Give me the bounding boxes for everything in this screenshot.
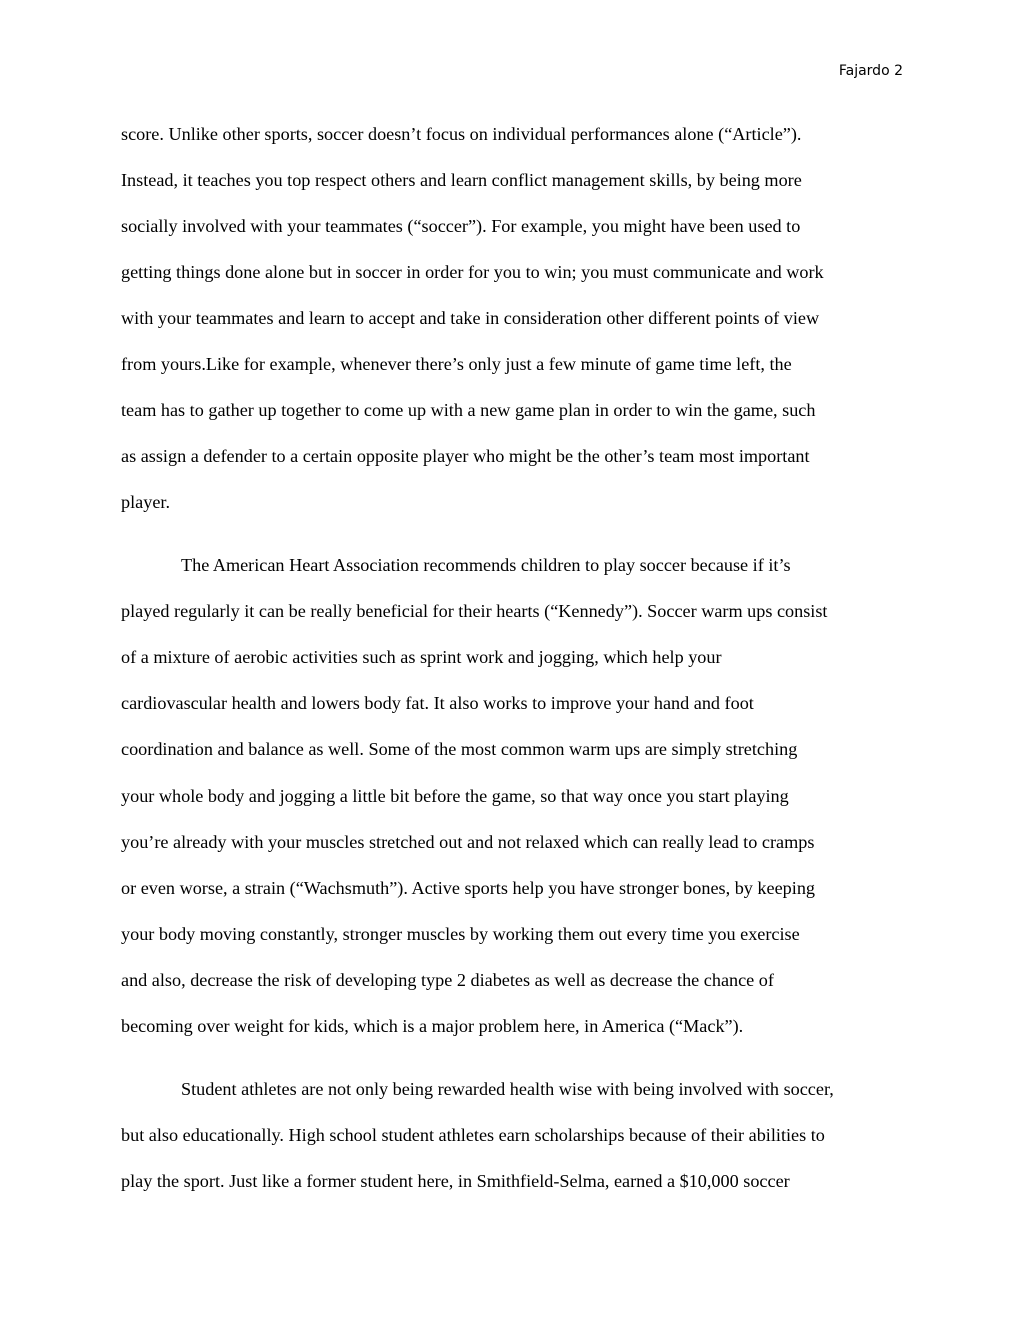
paragraph-2-line-8: or even worse, a strain (“Wachsmuth”). Active sports help you have stronger bones, by keeping — [121, 878, 816, 898]
paragraph-2-line-5: coordination and balance as well. Some of the most common warm ups are simply stretching — [121, 739, 798, 759]
paragraph-3-line-3: play the sport. Just like a former student here, in Smithfield-Selma, earned a $10,000 soccer — [121, 1171, 790, 1191]
paragraph-3-line-2: but also educationally. High school student athletes earn scholarships because of their abilities to — [121, 1125, 825, 1145]
paragraph-1-line-2: Instead, it teaches you top respect others and learn conflict management skills, by being more — [121, 170, 802, 190]
paragraph-2-line-4: cardiovascular health and lowers body fat. It also works to improve your hand and foot — [121, 693, 754, 713]
paragraph-2-line-1: The American Heart Association recommends children to play soccer because if it’s — [181, 555, 791, 575]
paragraph-2-line-3: of a mixture of aerobic activities such as sprint work and jogging, which help your — [121, 647, 722, 667]
paragraph-1-line-5: with your teammates and learn to accept and take in consideration other different points of view — [121, 308, 820, 328]
paragraph-1-line-4: getting things done alone but in soccer in order for you to win; you must communicate and work — [121, 262, 824, 282]
paragraph-2-line-10: and also, decrease the risk of developing type 2 diabetes as well as decrease the chance of — [121, 970, 774, 990]
paragraph-1-line-7: team has to gather up together to come up with a new game plan in order to win the game, such — [121, 400, 816, 420]
paragraph-2-line-6: your whole body and jogging a little bit before the game, so that way once you start playing — [121, 786, 789, 806]
paragraph-2-line-11: becoming over weight for kids, which is a major problem here, in America (“Mack”). — [121, 1016, 744, 1036]
paragraph-3-line-1: Student athletes are not only being rewarded health wise with being involved with soccer, — [181, 1079, 834, 1099]
paragraph-1-line-8: as assign a defender to a certain opposite player who might be the other’s team most important — [121, 446, 810, 466]
paragraph-1-line-6: from yours.Like for example, whenever there’s only just a few minute of game time left, the — [121, 354, 792, 374]
paragraph-1-line-3: socially involved with your teammates (“soccer”). For example, you might have been used to — [121, 216, 801, 236]
paragraph-2-line-9: your body moving constantly, stronger muscles by working them out every time you exercise — [121, 924, 800, 944]
paragraph-1-line-9: player. — [121, 492, 170, 512]
running-head: Fajardo 2 — [838, 63, 903, 79]
paragraph-2-line-7: you’re already with your muscles stretched out and not relaxed which can really lead to cramps — [121, 832, 815, 852]
paragraph-1-line-1: score. Unlike other sports, soccer doesn’t focus on individual performances alone (“Article”). — [121, 124, 802, 144]
paragraph-2-line-2: played regularly it can be really beneficial for their hearts (“Kennedy”). Soccer warm ups consist — [121, 601, 828, 621]
